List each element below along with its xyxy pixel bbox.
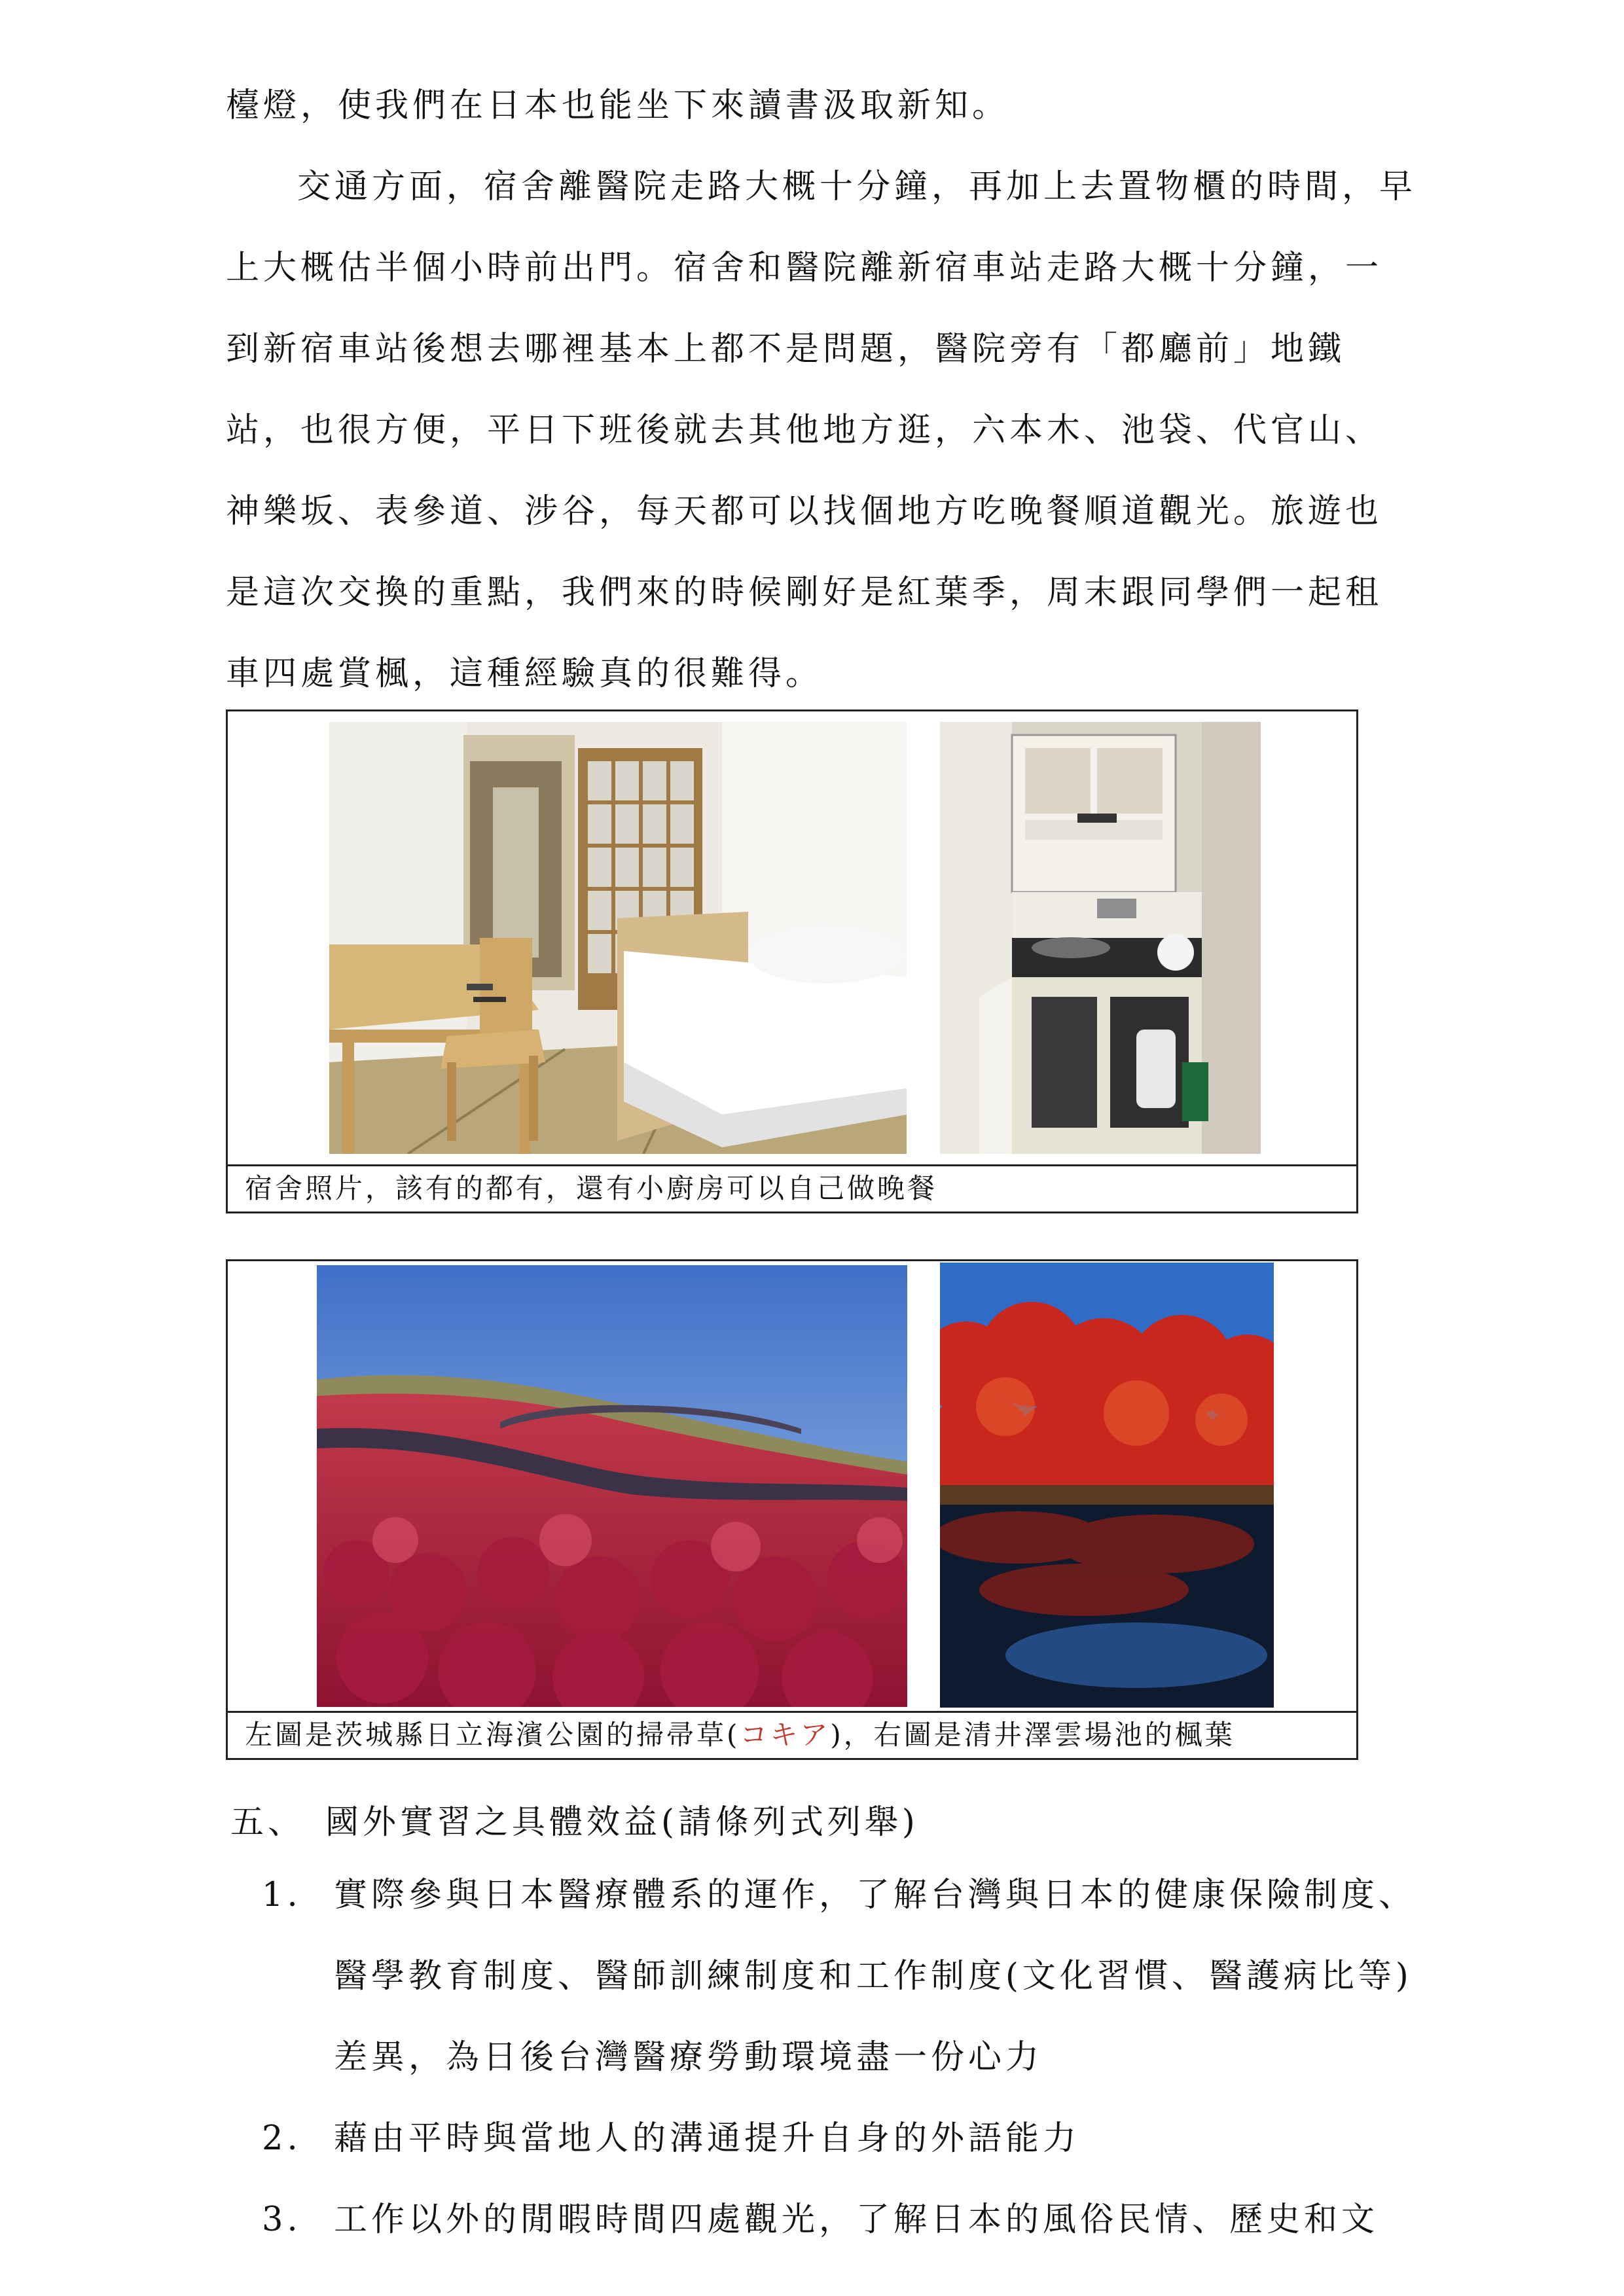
list-item-number: 2. (262, 2119, 302, 2158)
list-item-text: 工作以外的閒暇時間四處觀光，了解日本的風俗民情、歷史和文 (334, 2200, 1379, 2239)
paragraph-continuation: 檯燈，使我們在日本也能坐下來讀書汲取新知。 (226, 86, 1010, 125)
figure-dorm-caption: 宿舍照片，該有的都有，還有小廚房可以自己做晚餐 (228, 1164, 1356, 1211)
list-item-number: 3. (262, 2200, 302, 2239)
list-item-text: 實際參與日本醫療體系的運作，了解台灣與日本的健康保險制度、醫學教育制度、醫師訓練制度和工作制度(文化習慣、醫護病比等)差異，為日後台灣醫療勞動環境盡一份心力 (334, 1876, 1416, 2077)
figure-dorm (226, 709, 1358, 1213)
figure-autumn-caption (228, 1711, 1356, 1758)
list-item-text: 藉由平時與當地人的溝通提升自身的外語能力 (334, 2119, 1081, 2158)
kochia-hill-photo (317, 1265, 907, 1707)
paragraph-transportation: 交通方面，宿舍離醫院走路大概十分鐘，再加上去置物櫃的時間，早上大概估半個小時前出門。宿舍和醫院離新宿車站走路大概十分鐘，一到新宿車站後想去哪裡基本上都不是問題，醫院旁有「都廳前」地鐵站，也很方便，平日下班後就去其他地方逛，六本木、池袋、代官山、神樂坂、表參道、涉谷，每天都可以找個地方吃晚餐順道觀光。旅遊也是這次交換的重點，我們來的時候剛好是紅葉季，周末跟同學們一起租車四處賞楓，這種經驗真的很難得。 (226, 168, 1417, 693)
caption-text-suffix: )，右圖是清井澤雲場池的楓葉 (830, 1719, 1235, 1751)
maple-pond-photo (940, 1263, 1274, 1708)
dorm-room-photo (329, 722, 907, 1154)
caption-text-kochia: コキア (740, 1719, 831, 1751)
dorm-kitchen-photo (940, 722, 1261, 1154)
list-item-number: 1. (262, 1876, 302, 1914)
caption-text-prefix: 左圖是茨城縣日立海濱公園的掃帚草( (245, 1719, 740, 1751)
figure-autumn (226, 1259, 1358, 1760)
section-number: 五、 (230, 1803, 306, 1842)
section-title: 國外實習之具體效益(請條列式列舉) (325, 1803, 919, 1842)
